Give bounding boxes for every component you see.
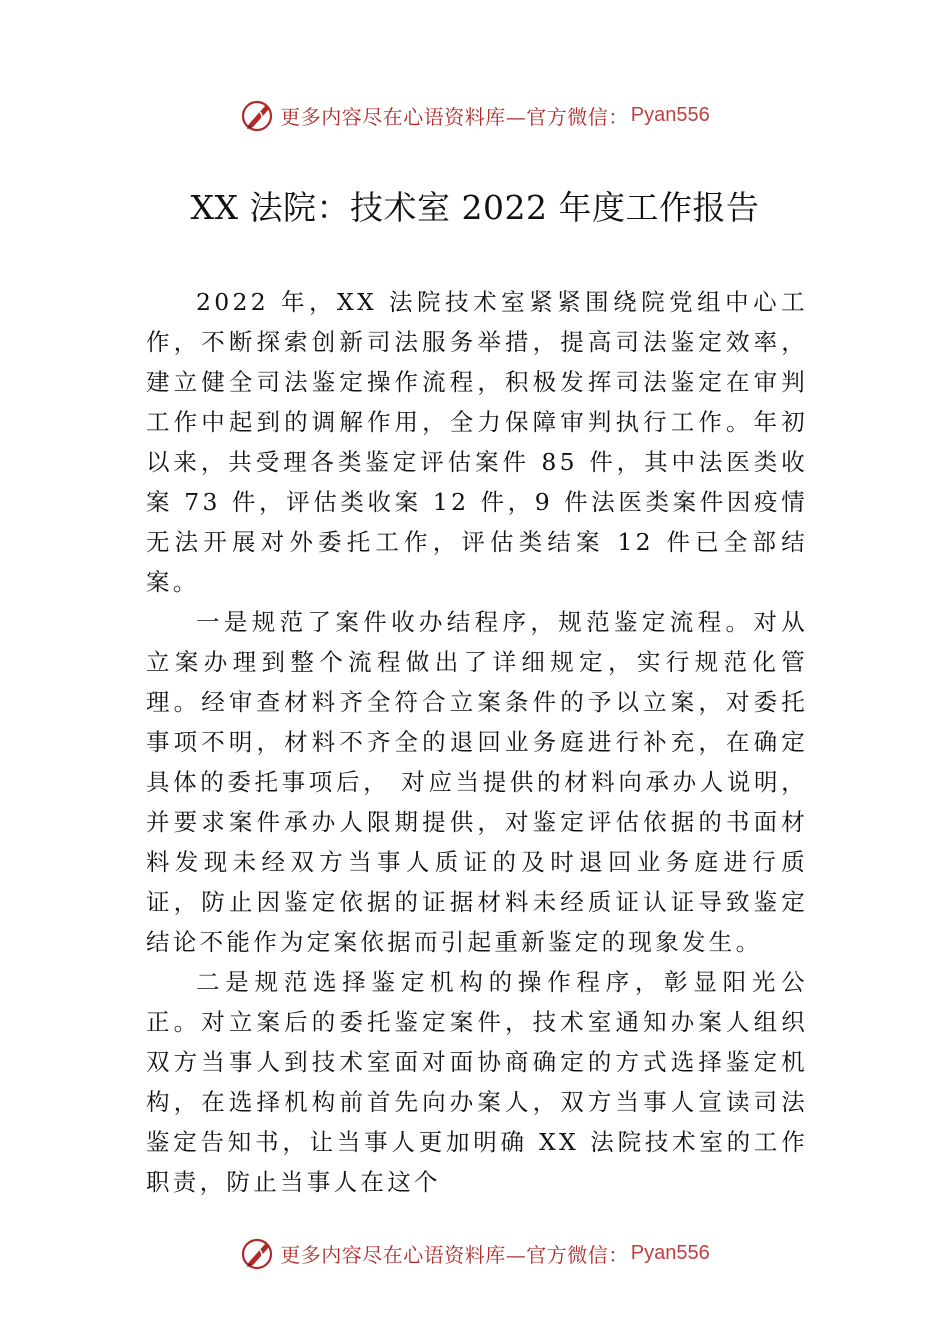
pen-logo-icon bbox=[240, 1235, 276, 1271]
document-body bbox=[146, 282, 808, 1202]
header-banner bbox=[0, 95, 950, 135]
wechat-id: Pyan556 bbox=[630, 103, 710, 126]
document-title: XX 法院：技术室 2022 年度工作报告 bbox=[190, 188, 760, 227]
footer-banner bbox=[0, 1233, 950, 1273]
paragraph-procedure: 一是规范了案件收办结程序，规范鉴定流程。对从立案办理到整个流程做出了详细规定，实行规范化管理。经审查材料齐全符合立案条件的予以立案，对委托事项不明，材料不齐全的退回业务庭进行补充，在确定具体的委托事项后， 对应当提供的材料向承办人说明，并要求案件承办人限期提供，对鉴定评估依据的书面材料发现未经双方当事人质证的及时退回业务庭进行质证，防止因鉴定依据的证据材料未经质证认证导致鉴定结论不能作为定案依据而引起重新鉴定的现象发生。 bbox=[146, 608, 808, 956]
pen-logo-icon bbox=[240, 97, 276, 133]
wechat-id: Pyan556 bbox=[630, 1241, 710, 1264]
paragraph-intro: 2022 年，XX 法院技术室紧紧围绕院党组中心工作，不断探索创新司法服务举措，提高司法鉴定效率，建立健全司法鉴定操作流程，积极发挥司法鉴定在审判工作中起到的调解作用，全力保障审判执行工作。年初以来，共受理各类鉴定评估案件 85 件，其中法医类收案 73 件，评估类收案 12 件，9 件法医类案件因疫情无法开展对外委托工作，评估类结案 12 件已全部结案。 bbox=[146, 288, 808, 596]
banner-text: 更多内容尽在心语资料库—官方微信： bbox=[280, 104, 629, 129]
banner-text: 更多内容尽在心语资料库—官方微信： bbox=[280, 1242, 629, 1267]
paragraph-selection: 二是规范选择鉴定机构的操作程序，彰显阳光公正。对立案后的委托鉴定案件，技术室通知办案人组织双方当事人到技术室面对面协商确定的方式选择鉴定机构，在选择机构前首先向办案人，双方当事人宣读司法鉴定告知书，让当事人更加明确 XX 法院技术室的工作职责，防止当事人在这个 bbox=[146, 968, 808, 1196]
